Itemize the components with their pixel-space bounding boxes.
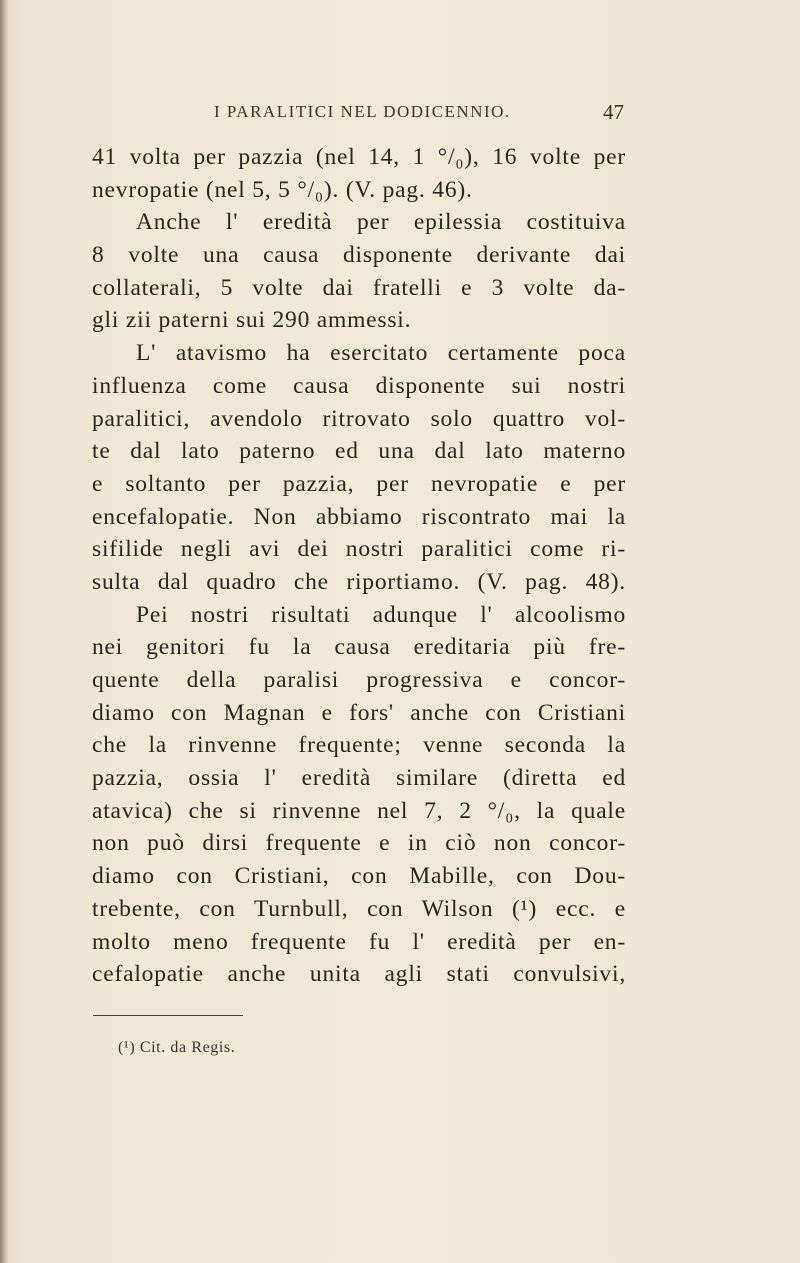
text-line: sifilide negli avi dei nostri paralitici come ri- <box>92 536 626 563</box>
text-line: L' atavismo ha esercitato certamente poca <box>136 340 626 367</box>
footnote-rule <box>93 1015 243 1016</box>
text-line: atavica) che si rinvenne nel 7, 2 °/₀, la quale <box>92 797 626 824</box>
text-line: nei genitori fu la causa ereditaria più fre- <box>92 634 626 661</box>
page-spine-edge <box>0 0 8 1263</box>
text-line: che la rinvenne frequente; venne seconda la <box>92 732 626 759</box>
text-line: molto meno frequente fu l' eredità per en- <box>92 928 626 955</box>
text-line: non può dirsi frequente e in ciò non concor- <box>92 830 626 857</box>
text-line: Anche l' eredità per epilessia costituiva <box>136 209 626 236</box>
text-line: encefalopatie. Non abbiamo riscontrato mai la <box>92 503 626 530</box>
text-line: 8 volte una causa disponente derivante dai <box>92 242 626 269</box>
text-line: sulta dal quadro che riportiamo. (V. pag. 48). <box>92 568 626 595</box>
text-line: pazzia, ossia l' eredità similare (diretta ed <box>92 765 626 792</box>
text-line: paralitici, avendolo ritrovato solo quattro vol- <box>92 405 626 432</box>
text-line: influenza come causa disponente sui nostri <box>92 372 626 399</box>
text-line: gli zii paterni sui 290 ammessi. <box>92 307 412 334</box>
body-text <box>92 141 626 991</box>
page-number: 47 <box>603 100 624 124</box>
text-line: cefalopatie anche unita agli stati convulsivi, <box>92 961 626 988</box>
text-line: Pei nostri risultati adunque l' alcoolismo <box>136 601 626 628</box>
text-line: diamo con Magnan e fors' anche con Cristiani <box>92 699 626 726</box>
text-line: quente della paralisi progressiva e concor- <box>92 667 626 693</box>
text-line: e soltanto per pazzia, per nevropatie e per <box>92 470 626 497</box>
text-line: diamo con Cristiani, con Mabille, con Dou- <box>92 863 626 890</box>
running-title: I PARALITICI NEL DODICENNIO. <box>214 102 511 121</box>
text-line: nevropatie (nel 5, 5 °/₀). (V. pag. 46). <box>92 176 473 203</box>
page-header <box>92 100 626 130</box>
text-line: trebente, con Turnbull, con Wilson (¹) ecc. e <box>92 895 626 922</box>
text-line: collaterali, 5 volte dai fratelli e 3 volte da- <box>92 274 626 301</box>
text-line: te dal lato paterno ed una dal lato materno <box>92 438 626 465</box>
footnote: (¹) Cit. da Regis. <box>118 1039 236 1056</box>
text-line: 41 volta per pazzia (nel 14, 1 °/₀), 16 volte per <box>92 144 626 170</box>
